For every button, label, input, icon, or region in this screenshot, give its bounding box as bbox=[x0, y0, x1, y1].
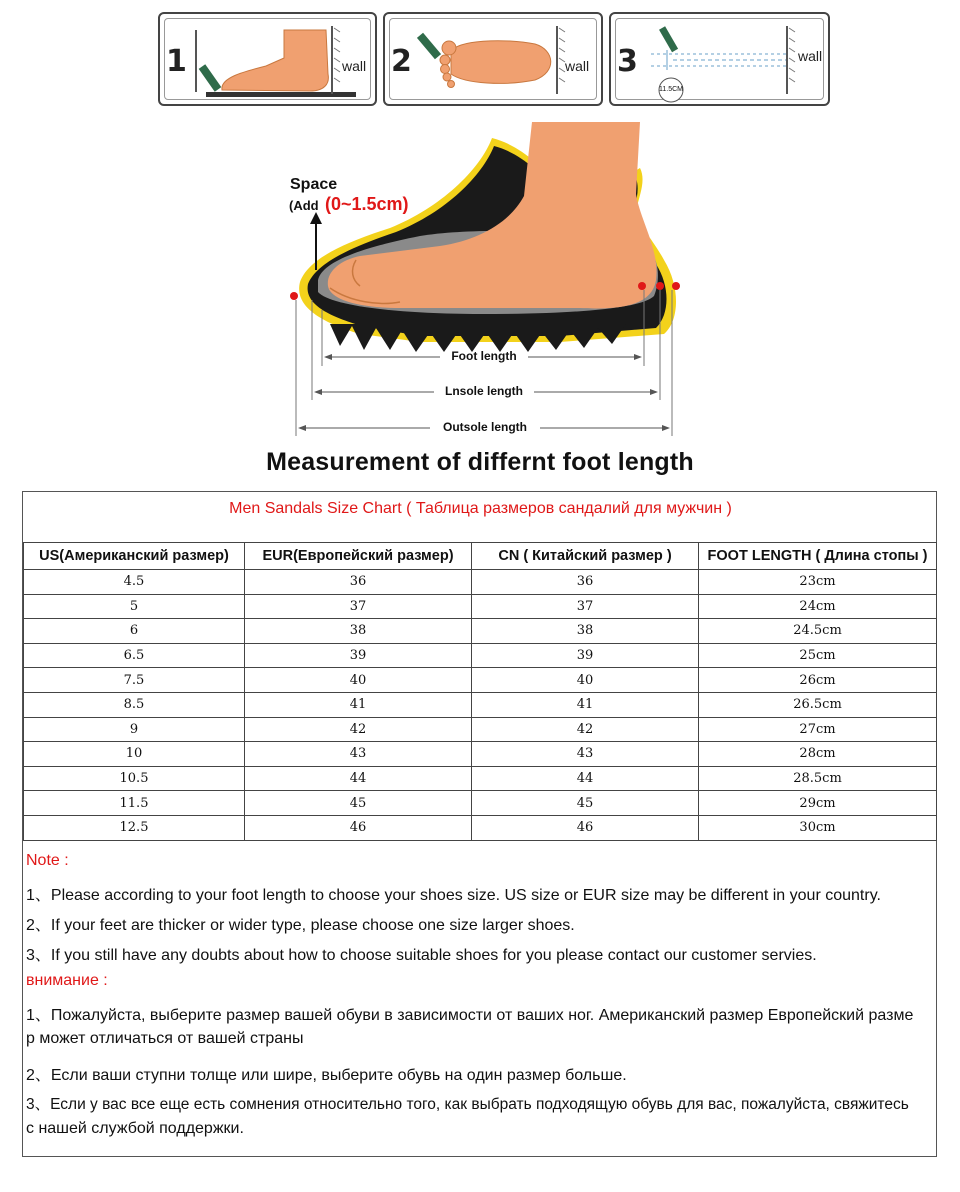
table-row bbox=[24, 619, 937, 644]
note-line-ru: с нашей службой поддержки. bbox=[26, 1120, 244, 1137]
foot-length-label: Foot length bbox=[451, 349, 517, 363]
cell-eur: 39 bbox=[245, 643, 472, 668]
cell-us: 6.5 bbox=[24, 643, 245, 668]
outsole-length-label: Outsole length bbox=[443, 420, 527, 434]
cell-eur: 37 bbox=[245, 594, 472, 619]
cell-us: 12.5 bbox=[24, 815, 245, 840]
cell-foot-length: 24.5cm bbox=[699, 619, 937, 644]
size-table bbox=[23, 542, 937, 841]
table-row bbox=[24, 815, 937, 840]
cell-cn: 36 bbox=[472, 570, 699, 595]
table-row bbox=[24, 692, 937, 717]
cell-cn: 43 bbox=[472, 742, 699, 767]
header-cn: CN ( Китайский размер ) bbox=[472, 543, 699, 570]
cell-us: 10 bbox=[24, 742, 245, 767]
cell-us: 6 bbox=[24, 619, 245, 644]
table-row bbox=[24, 643, 937, 668]
table-header-row bbox=[24, 543, 937, 570]
table-row bbox=[24, 570, 937, 595]
cell-us: 9 bbox=[24, 717, 245, 742]
note-line-en: 2、If your feet are thicker or wider type, please choose one size larger shoes. bbox=[26, 917, 575, 934]
cell-foot-length: 24cm bbox=[699, 594, 937, 619]
note-heading-en: Note : bbox=[26, 852, 69, 869]
table-row bbox=[24, 742, 937, 767]
cell-foot-length: 29cm bbox=[699, 791, 937, 816]
table-row bbox=[24, 668, 937, 693]
cell-eur: 40 bbox=[245, 668, 472, 693]
cell-foot-length: 27cm bbox=[699, 717, 937, 742]
measure-badge: 11.5CM bbox=[659, 86, 683, 93]
table-row bbox=[24, 717, 937, 742]
note-line-ru: р может отличаться от вашей страны bbox=[26, 1030, 304, 1047]
note-line-ru: 2、Если ваши ступни толще или шире, выберите обувь на один размер больше. bbox=[26, 1067, 627, 1084]
table-row bbox=[24, 594, 937, 619]
note-line-en: 1、Please according to your foot length to choose your shoes size. US size or EUR size may be different in your country. bbox=[26, 887, 881, 904]
wall-label: wall bbox=[342, 58, 367, 74]
table-row bbox=[24, 791, 937, 816]
step-1-panel bbox=[158, 12, 377, 106]
cell-eur: 43 bbox=[245, 742, 472, 767]
note-line-ru: 1、Пожалуйста, выберите размер вашей обуви в зависимости от ваших ног. Американский размер Европейский разме bbox=[26, 1007, 914, 1024]
step-number: 2 bbox=[391, 44, 412, 79]
cell-foot-length: 23cm bbox=[699, 570, 937, 595]
cell-eur: 46 bbox=[245, 815, 472, 840]
cell-eur: 42 bbox=[245, 717, 472, 742]
cell-cn: 42 bbox=[472, 717, 699, 742]
cell-eur: 38 bbox=[245, 619, 472, 644]
cell-eur: 45 bbox=[245, 791, 472, 816]
cell-cn: 37 bbox=[472, 594, 699, 619]
cell-us: 8.5 bbox=[24, 692, 245, 717]
cell-us: 7.5 bbox=[24, 668, 245, 693]
foot-length-diagram bbox=[0, 110, 960, 450]
cell-cn: 46 bbox=[472, 815, 699, 840]
note-line-ru: 3、Если у вас все еще есть сомнения относительно того, как выбрать подходящую обувь для вас, пожалуйста, свяжитесь bbox=[26, 1096, 909, 1113]
insole-length-label: Lnsole length bbox=[445, 384, 523, 398]
cell-us: 5 bbox=[24, 594, 245, 619]
foot-in-shoe-illustration bbox=[0, 110, 960, 450]
wall-label: wall bbox=[798, 48, 823, 64]
cell-foot-length: 26cm bbox=[699, 668, 937, 693]
step-3-panel bbox=[609, 12, 830, 106]
cell-eur: 44 bbox=[245, 766, 472, 791]
cell-us: 10.5 bbox=[24, 766, 245, 791]
wall-label: wall bbox=[565, 58, 590, 74]
space-label: Space bbox=[290, 176, 338, 193]
note-line-en: 3、If you still have any doubts about how to choose suitable shoes for you please contact our customer servies. bbox=[26, 947, 817, 964]
cell-us: 11.5 bbox=[24, 791, 245, 816]
cell-cn: 38 bbox=[472, 619, 699, 644]
measurement-caption: Measurement of differnt foot length bbox=[266, 448, 694, 476]
cell-foot-length: 28.5cm bbox=[699, 766, 937, 791]
cell-cn: 45 bbox=[472, 791, 699, 816]
header-eur: EUR(Европейский размер) bbox=[245, 543, 472, 570]
cell-eur: 36 bbox=[245, 570, 472, 595]
step-number: 3 bbox=[617, 44, 638, 79]
cell-us: 4.5 bbox=[24, 570, 245, 595]
cell-cn: 44 bbox=[472, 766, 699, 791]
size-chart-title: Men Sandals Size Chart ( Таблица размеров сандалий для мужчин ) bbox=[229, 500, 732, 517]
cell-cn: 39 bbox=[472, 643, 699, 668]
cell-foot-length: 30cm bbox=[699, 815, 937, 840]
step-number: 1 bbox=[166, 44, 187, 79]
cell-foot-length: 26.5cm bbox=[699, 692, 937, 717]
add-label: (Add bbox=[289, 198, 319, 213]
cell-foot-length: 25cm bbox=[699, 643, 937, 668]
cell-cn: 41 bbox=[472, 692, 699, 717]
step-2-panel bbox=[383, 12, 603, 106]
add-value: (0~1.5cm) bbox=[325, 194, 409, 214]
cell-cn: 40 bbox=[472, 668, 699, 693]
cell-foot-length: 28cm bbox=[699, 742, 937, 767]
header-foot-length: FOOT LENGTH ( Длина стопы ) bbox=[699, 543, 937, 570]
size-chart bbox=[22, 491, 937, 1157]
note-heading-ru: внимание : bbox=[26, 972, 108, 989]
header-us: US(Американский размер) bbox=[24, 543, 245, 570]
cell-eur: 41 bbox=[245, 692, 472, 717]
table-row bbox=[24, 766, 937, 791]
